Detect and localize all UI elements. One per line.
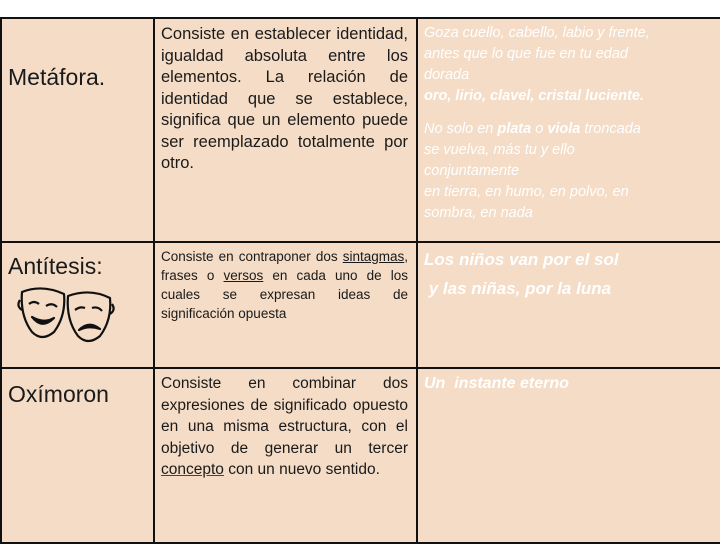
example-line: Goza cuello, cabello, labio y frente, <box>424 25 650 41</box>
term-cell <box>1 368 154 543</box>
concepto-link[interactable]: concepto <box>161 461 224 478</box>
example-cell <box>417 242 720 368</box>
table-row-antitesis <box>1 242 720 368</box>
definition-text: Consiste en combinar dos expresiones de significado opuesto en una misma estructura, con el objetivo de generar un tercer <box>161 375 408 457</box>
definition-text: en cada uno de los cuales se expresan ideas de significación opuesta <box>161 268 409 321</box>
example-text: troncada <box>580 121 641 137</box>
example-antitesis <box>418 243 720 303</box>
example-line: antes que lo que fue en tu edad <box>424 46 628 62</box>
example-line: Los niños van por el sol <box>424 250 619 269</box>
example-text: o <box>531 121 548 137</box>
example-line-bold: oro, lirio, clavel, cristal luciente. <box>424 88 644 104</box>
example-line: dorada <box>424 67 470 83</box>
definition-text: Consiste en contraponer dos <box>161 249 343 264</box>
example-cell <box>417 18 720 242</box>
example-cell <box>417 368 720 543</box>
figures-table <box>0 17 720 544</box>
example-text-bold: viola <box>547 121 581 137</box>
term-oximoron: Oxímoron <box>8 381 109 407</box>
example-line: se vuelva, más tu y ello <box>424 142 575 158</box>
sintagmas-link[interactable]: sintagmas <box>342 249 405 264</box>
definition-text: con un nuevo sentido. <box>223 461 380 478</box>
definition-cell <box>154 368 417 543</box>
term-cell <box>1 242 154 368</box>
table-row-oximoron <box>1 368 720 543</box>
example-oximoron: Un instante eterno <box>424 375 569 392</box>
definition-cell <box>154 242 417 368</box>
definition-oximoron <box>155 369 416 481</box>
term-cell <box>1 18 154 242</box>
definition-cell <box>154 18 417 242</box>
table-row-metafora <box>1 18 720 242</box>
term-antitesis: Antítesis: <box>8 253 103 279</box>
definition-antitesis <box>155 243 416 323</box>
example-line: sombra, en nada <box>424 205 533 221</box>
example-line: conjuntamente <box>424 163 520 179</box>
versos-link[interactable]: versos <box>223 268 264 283</box>
example-line: en tierra, en humo, en polvo, en <box>424 184 629 200</box>
example-text: No solo en <box>424 121 498 137</box>
example-line <box>424 119 714 140</box>
example-gap <box>424 107 714 119</box>
example-text-bold: plata <box>497 121 532 137</box>
definition-metafora: Consiste en establecer identidad, igualdad absoluta entre los elementos. La relación de identidad que se establece, significa que un elemento puede ser reemplazado totalmente por otro. <box>161 25 408 172</box>
example-line: y las niñas, por la luna <box>424 279 612 298</box>
definition-text: , frases o <box>161 249 408 283</box>
example-metafora <box>418 19 720 224</box>
term-metafora: Metáfora. <box>8 64 106 90</box>
theater-masks-icon <box>16 286 116 348</box>
